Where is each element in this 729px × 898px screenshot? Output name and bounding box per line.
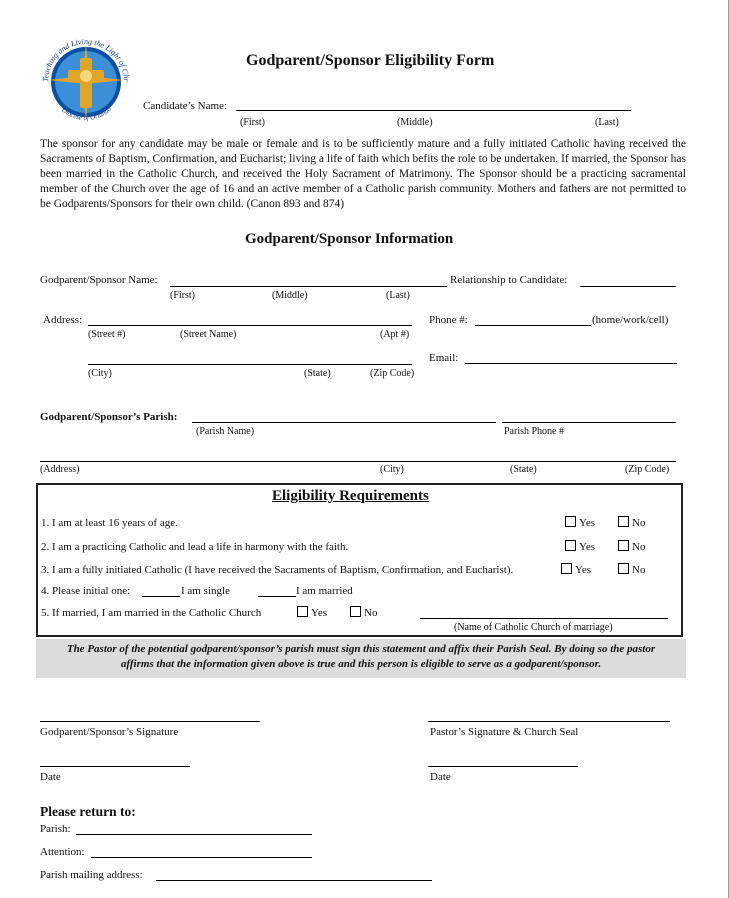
parish-label: Godparent/Sponsor’s Parish: <box>40 411 178 423</box>
req-item-3-no[interactable]: No <box>618 563 645 576</box>
return-mailing-field[interactable] <box>156 880 432 881</box>
pastor-note: The Pastor of the potential godparent/sponsor’s parish must sign this statement and affix their Parish Seal. By doing so the pastor affirms that the information given above is true and this person is eligible to serve as a godparent/sponsor. <box>66 643 656 670</box>
city-caption: (City) <box>88 368 112 379</box>
checkbox-icon <box>618 563 629 574</box>
initial-married-field[interactable] <box>258 596 296 597</box>
req-item-4: 4. Please initial one: <box>41 585 131 597</box>
church-caption: (Name of Catholic Church of marriage) <box>454 622 613 633</box>
req-item-1-yes[interactable]: Yes <box>565 516 595 529</box>
req-item-5-yes[interactable]: Yes <box>297 606 327 619</box>
pastor-signature-field[interactable] <box>428 721 670 722</box>
form-title: Godparent/Sponsor Eligibility Form <box>246 52 495 69</box>
req-item-3-yes[interactable]: Yes <box>561 563 591 576</box>
svg-text:Teaching and Living the Light: Teaching and Living the Light of Chr <box>40 36 132 83</box>
pastor-signature-caption: Pastor’s Signature & Church Seal <box>430 726 579 738</box>
sponsor-middle-caption: (Middle) <box>272 290 308 301</box>
checkbox-icon <box>618 540 629 551</box>
parish-zip-caption: (Zip Code) <box>625 464 670 475</box>
parish-name-field[interactable] <box>192 422 496 423</box>
address-label: Address: <box>43 314 83 326</box>
req-item-2-yes[interactable]: Yes <box>565 540 595 553</box>
checkbox-icon <box>565 516 576 527</box>
initial-single-field[interactable] <box>142 596 180 597</box>
req-item-1-no[interactable]: No <box>618 516 645 529</box>
address-city-field[interactable] <box>88 364 412 365</box>
zip-caption: (Zip Code) <box>370 368 415 379</box>
email-field[interactable] <box>465 363 677 364</box>
info-heading: Godparent/Sponsor Information <box>245 231 454 247</box>
street-no-caption: (Street #) <box>88 329 126 340</box>
address-street-field[interactable] <box>88 325 412 326</box>
candidate-name-field[interactable] <box>236 110 631 111</box>
single-caption: I am single <box>181 585 230 597</box>
candidate-last-caption: (Last) <box>595 117 619 128</box>
return-attention-label: Attention: <box>40 846 85 858</box>
parish-state-caption: (State) <box>510 464 537 475</box>
return-parish-field[interactable] <box>76 834 312 835</box>
req-item-3: 3. I am a fully initiated Catholic (I have received the Sacraments of Baptism, Confirmation, and Eucharist). <box>41 564 514 576</box>
sponsor-last-caption: (Last) <box>386 290 410 301</box>
phone-field[interactable] <box>475 325 591 326</box>
phone-type-caption: (home/work/cell) <box>592 314 669 326</box>
intro-paragraph: The sponsor for any candidate may be male or female and is to be sufficiently mature and a fully initiated Catholic having received the Sacraments of Baptism, Confirmation, and Eucharist; living a life of faith which befits the role to be undertaken. If married, the Sponsor has been married in the Catholic Church, and received the Holy Sacrament of Matrimony. The Sponsor should be a practicing sacramental member of the Church over the age of 16 and an active member of a Catholic parish community. Mothers and fathers are not permitted to be Godparents/Sponsors for their own child. (Canon 893 and 874) <box>40 138 686 210</box>
return-parish-label: Parish: <box>40 823 71 835</box>
parish-phone-caption: Parish Phone # <box>504 426 564 437</box>
sponsor-signature-field[interactable] <box>40 721 260 722</box>
req-item-1: 1. I am at least 16 years of age. <box>41 517 178 529</box>
req-item-5-no[interactable]: No <box>350 606 377 619</box>
pastor-date-field[interactable] <box>428 766 578 767</box>
relationship-field[interactable] <box>580 286 676 287</box>
pastor-date-caption: Date <box>430 771 451 783</box>
checkbox-icon <box>618 516 629 527</box>
candidate-label: Candidate’s Name: <box>143 100 228 112</box>
email-label: Email: <box>429 352 459 364</box>
state-caption: (State) <box>304 368 331 379</box>
checkbox-icon <box>350 606 361 617</box>
street-name-caption: (Street Name) <box>180 329 237 340</box>
sponsor-name-field[interactable] <box>170 286 447 287</box>
req-item-2-no[interactable]: No <box>618 540 645 553</box>
sponsor-first-caption: (First) <box>170 290 195 301</box>
sponsor-name-label: Godparent/Sponsor Name: <box>40 274 158 286</box>
marriage-church-field[interactable] <box>420 618 668 619</box>
parish-name-caption: (Parish Name) <box>196 426 255 437</box>
diocese-logo <box>34 30 138 134</box>
checkbox-icon <box>297 606 308 617</box>
candidate-middle-caption: (Middle) <box>397 117 433 128</box>
return-heading: Please return to: <box>40 804 136 819</box>
married-caption: I am married <box>296 585 353 597</box>
eligibility-heading: Eligibility Requirements <box>272 488 429 504</box>
parish-phone-field[interactable] <box>502 422 676 423</box>
svg-text:Diocese of Orlando: Diocese of Orlando <box>60 105 113 123</box>
parish-city-caption: (City) <box>380 464 404 475</box>
req-item-5: 5. If married, I am married in the Catholic Church <box>41 607 262 619</box>
parish-address-field[interactable] <box>40 461 676 462</box>
sponsor-signature-caption: Godparent/Sponsor’s Signature <box>40 726 179 738</box>
parish-address-caption: (Address) <box>40 464 80 475</box>
checkbox-icon <box>565 540 576 551</box>
apt-caption: (Apt #) <box>380 329 410 340</box>
sponsor-date-caption: Date <box>40 771 61 783</box>
return-mailing-label: Parish mailing address: <box>40 869 143 881</box>
phone-label: Phone #: <box>429 314 468 326</box>
candidate-first-caption: (First) <box>240 117 265 128</box>
checkbox-icon <box>561 563 572 574</box>
req-item-2: 2. I am a practicing Catholic and lead a life in harmony with the faith. <box>41 541 349 553</box>
return-attention-field[interactable] <box>91 857 312 858</box>
relationship-label: Relationship to Candidate: <box>450 274 568 286</box>
sponsor-date-field[interactable] <box>40 766 190 767</box>
